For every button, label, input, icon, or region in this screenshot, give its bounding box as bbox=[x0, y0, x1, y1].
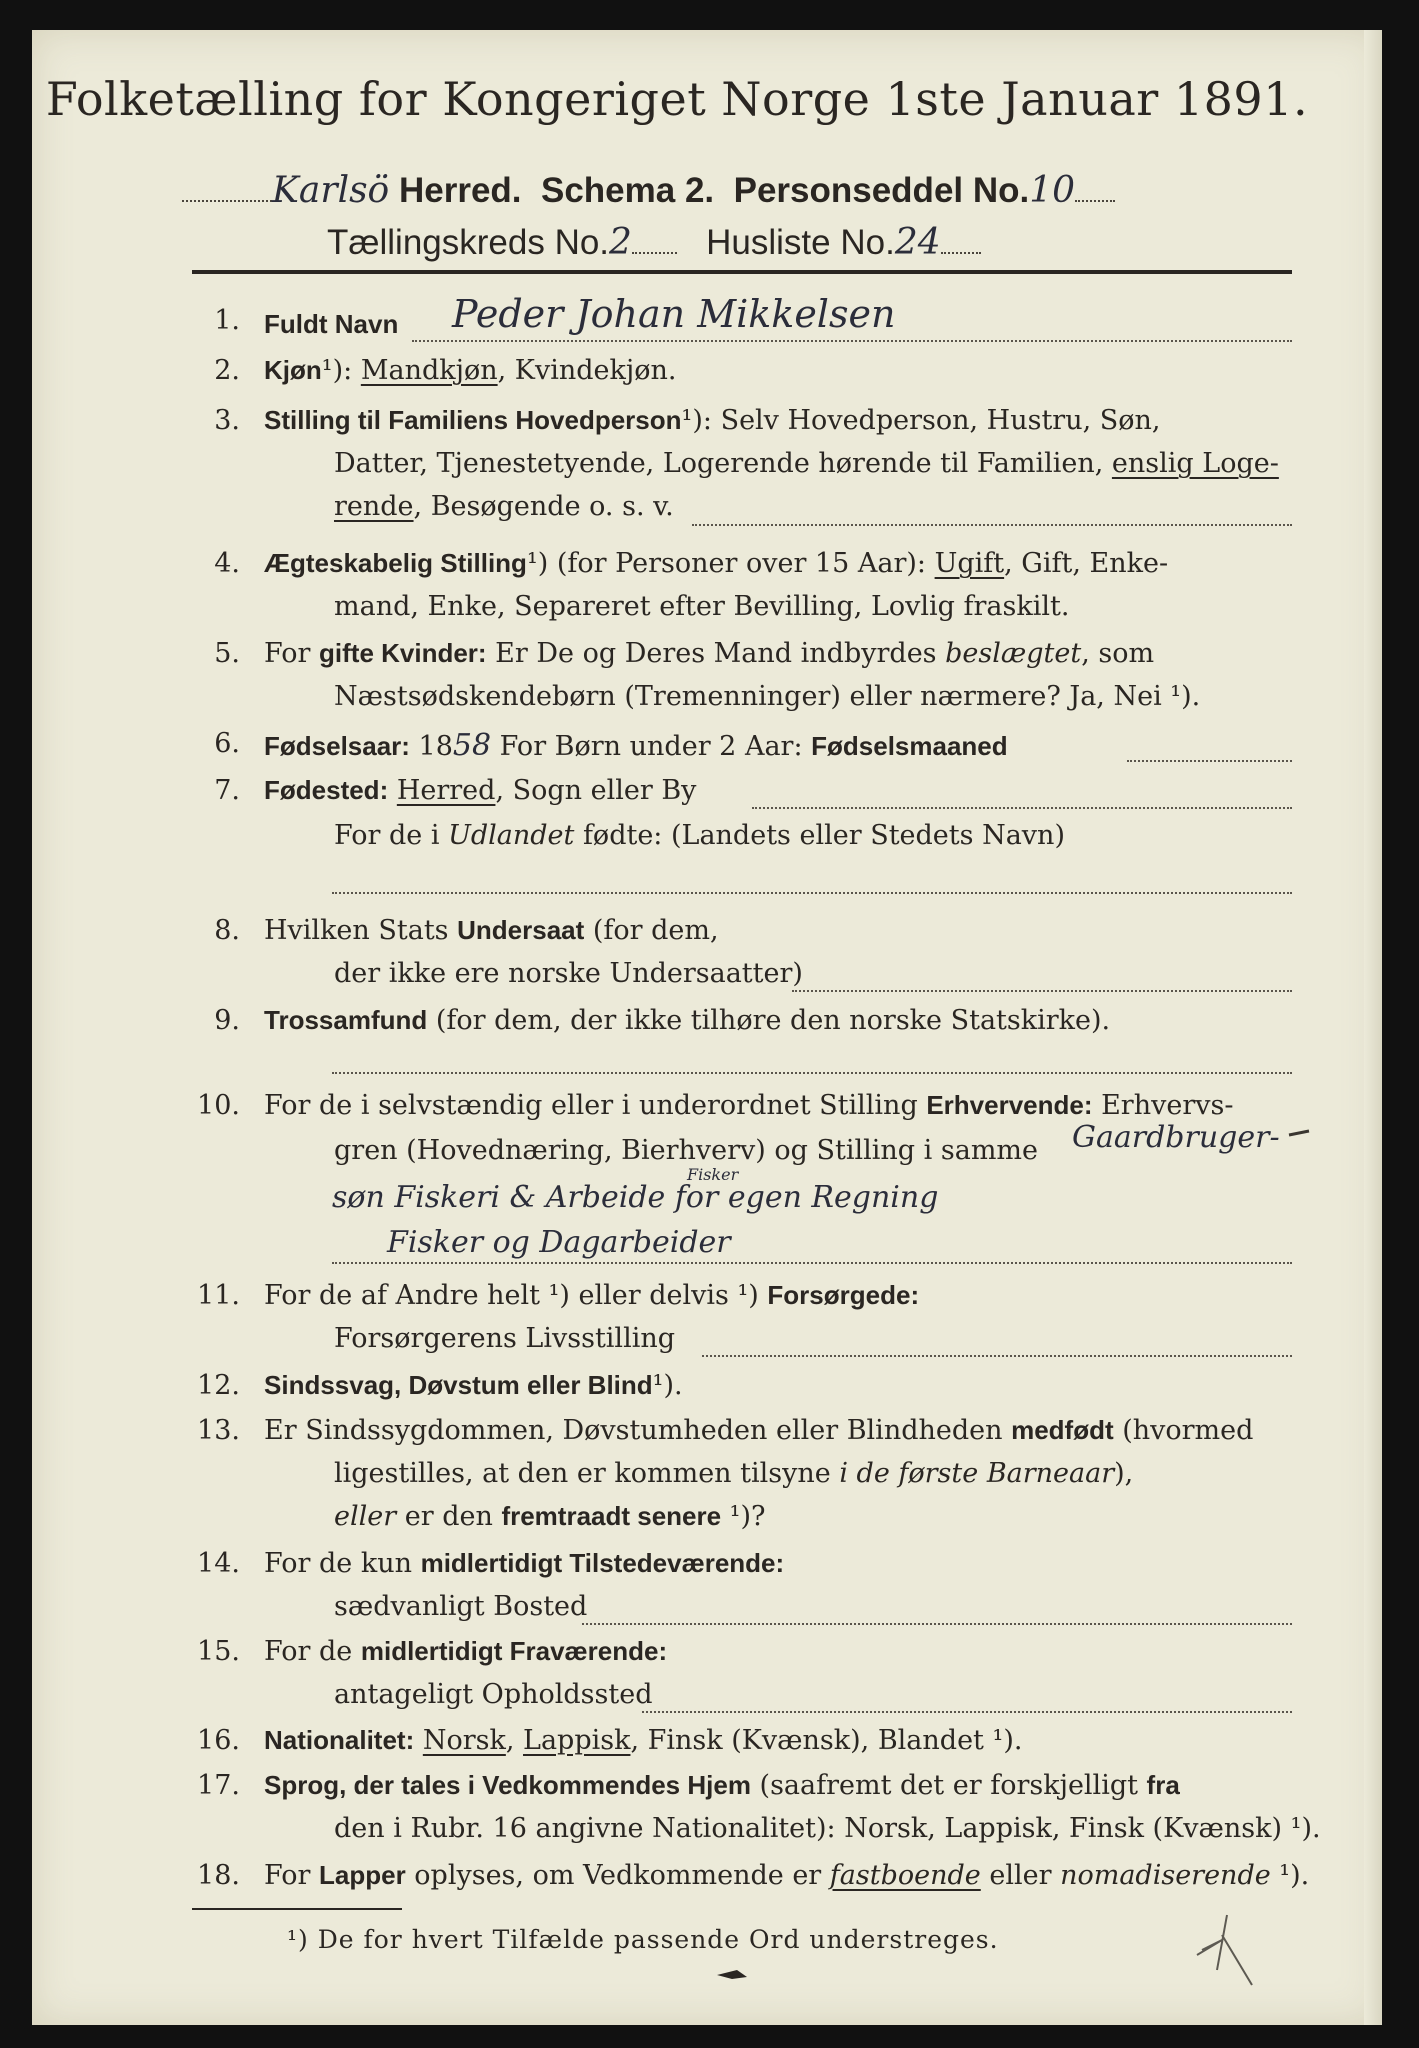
question-label: Sprog, der tales i Vedkommendes Hjem bbox=[264, 1770, 751, 1800]
question-text bbox=[334, 448, 1279, 479]
option-text: eller bbox=[980, 1860, 1061, 1891]
header-rule bbox=[192, 270, 1292, 274]
question-text bbox=[264, 915, 719, 946]
answer-full-name: Peder Johan Mikkelsen bbox=[452, 292, 896, 336]
option-text: , Besøgende o. s. v. bbox=[413, 491, 674, 522]
footnote-ref: ¹): bbox=[321, 355, 353, 386]
option-text: For de bbox=[264, 1636, 361, 1667]
question-text: sædvanligt Bosted bbox=[334, 1591, 588, 1622]
footnote-rule bbox=[192, 1908, 402, 1910]
option-text: (hvormed bbox=[1113, 1415, 1254, 1446]
personseddel-dots bbox=[1075, 200, 1115, 202]
option-text: , Finsk (Kvænsk), Blandet ¹). bbox=[630, 1725, 1023, 1756]
italic-text: Udlandet bbox=[448, 820, 575, 851]
kreds-label: Tællingskreds No. bbox=[327, 223, 610, 262]
question-label: Trossamfund bbox=[264, 1005, 428, 1035]
option-text: For de af Andre helt ¹) eller delvis ¹) bbox=[264, 1280, 768, 1311]
question-text: Næstsødskendebørn (Tremenninger) eller nærmere? Ja, Nei ¹). bbox=[334, 681, 1201, 712]
question-text bbox=[264, 775, 696, 806]
question-text: antageligt Opholdssted bbox=[334, 1679, 653, 1710]
personseddel-value: 10 bbox=[1029, 170, 1076, 211]
question-text: gren (Hovednæring, Bierhverv) og Stilling i samme bbox=[334, 1135, 1039, 1166]
option-text: oplyses, om Vedkommende er bbox=[405, 1860, 830, 1891]
question-label: fremtraadt senere bbox=[501, 1501, 722, 1531]
question-number: 3. bbox=[214, 405, 240, 436]
italic-text: nomadiserende bbox=[1060, 1860, 1271, 1891]
option-text: 18 bbox=[409, 731, 453, 762]
question-text: mand, Enke, Separeret efter Bevilling, Lovlig fraskilt. bbox=[334, 591, 1070, 622]
underlined-option: Herred bbox=[396, 775, 496, 806]
answer-occupation-line-2: søn Fiskeri & Arbeide for egen Regning bbox=[332, 1180, 939, 1215]
answer-leader bbox=[1127, 760, 1292, 762]
option-text: ¹)? bbox=[721, 1501, 766, 1532]
answer-leader bbox=[332, 1072, 1292, 1074]
option-text: ¹). bbox=[652, 1370, 683, 1401]
option-text: er den bbox=[396, 1501, 502, 1532]
footnote-ref: ¹) bbox=[526, 548, 549, 579]
underlined-option: Lappisk bbox=[523, 1725, 631, 1756]
question-text bbox=[334, 1501, 766, 1532]
question-text bbox=[264, 355, 676, 386]
question-label: Fødselsmaaned bbox=[811, 731, 1008, 761]
census-form-sheet bbox=[32, 30, 1382, 2025]
schema-label: Schema 2. bbox=[540, 171, 715, 210]
question-number: 16. bbox=[197, 1725, 240, 1756]
question-number: 1. bbox=[214, 305, 240, 336]
option-text: (saafremt det er forskjelligt bbox=[750, 1770, 1147, 1801]
question-label: Forsørgede: bbox=[767, 1280, 920, 1310]
question-text bbox=[264, 548, 1168, 579]
question-text bbox=[264, 1770, 1180, 1801]
question-label: Nationalitet: bbox=[264, 1725, 415, 1755]
underlined-option: rende bbox=[334, 491, 414, 522]
question-label: Stilling til Familiens Hovedperson bbox=[264, 405, 682, 435]
question-text bbox=[334, 491, 674, 522]
question-number: 6. bbox=[214, 728, 240, 759]
underlined-option: Norsk bbox=[422, 1725, 506, 1756]
pencil-dash-icon bbox=[1287, 1125, 1312, 1145]
option-text: For Børn under 2 Aar: bbox=[491, 731, 812, 762]
italic-text: eller bbox=[334, 1501, 397, 1532]
option-text: For bbox=[264, 638, 320, 669]
option-text: ligestilles, at den er kommen tilsyne bbox=[334, 1458, 840, 1489]
question-label: Ægteskabelig Stilling bbox=[264, 548, 527, 578]
question-label: midlertidigt Fraværende: bbox=[360, 1636, 668, 1666]
footnote: ¹) De for hvert Tilfælde passende Ord understreges. bbox=[287, 1925, 999, 1954]
question-number: 4. bbox=[214, 548, 240, 579]
option-text: , som bbox=[1081, 638, 1155, 669]
option-text: , Sogn eller By bbox=[495, 775, 697, 806]
question-text bbox=[264, 1415, 1253, 1446]
question-text bbox=[264, 405, 1161, 436]
answer-occupation-line-3: Fisker og Dagarbeider bbox=[387, 1225, 731, 1260]
question-number: 14. bbox=[197, 1548, 240, 1579]
answer-leader bbox=[642, 1711, 1292, 1713]
option-text: fødte: (Landets eller Stedets Navn) bbox=[574, 820, 1065, 851]
question-number: 8. bbox=[214, 915, 240, 946]
husliste-label: Husliste No. bbox=[706, 223, 895, 262]
kreds-value: 2 bbox=[609, 222, 632, 263]
question-text bbox=[264, 1548, 784, 1579]
answer-leader bbox=[412, 340, 1292, 342]
question-number: 9. bbox=[214, 1005, 240, 1036]
option-text: For de i bbox=[334, 820, 449, 851]
question-text bbox=[264, 1005, 1110, 1036]
option-text: Hvilken Stats bbox=[264, 915, 458, 946]
answer-occupation-line-1: Gaardbruger- bbox=[1072, 1120, 1280, 1155]
option-text: ), bbox=[1114, 1458, 1134, 1489]
option-text: , Kvindekjøn. bbox=[497, 355, 677, 386]
option-text: (for dem, der ikke tilhøre den norske Statskirke). bbox=[427, 1005, 1111, 1036]
question-text: der ikke ere norske Undersaatter) bbox=[334, 958, 803, 989]
option-text: , Gift, Enke- bbox=[1004, 548, 1169, 579]
answer-leader bbox=[752, 807, 1292, 809]
answer-occupation-insert: Fisker bbox=[687, 1165, 739, 1184]
question-text bbox=[264, 1636, 667, 1667]
italic-text: i de første Barneaar bbox=[839, 1458, 1115, 1489]
question-text bbox=[264, 1280, 919, 1311]
question-text bbox=[264, 1090, 1233, 1121]
question-label: Kjøn bbox=[264, 355, 322, 385]
underlined-option: Mandkjøn bbox=[360, 355, 498, 386]
question-label: Fødselsaar: bbox=[264, 731, 410, 761]
option-text: For de kun bbox=[264, 1548, 421, 1579]
option-text: Datter, Tjenestetyende, Logerende hørende til Familien, bbox=[334, 448, 1112, 479]
question-label: medfødt bbox=[1011, 1415, 1114, 1445]
option-text: For bbox=[264, 1860, 320, 1891]
form-title: Folketælling for Kongeriget Norge 1ste Januar 1891. bbox=[45, 72, 1309, 126]
husliste-dots bbox=[941, 252, 981, 254]
question-number: 17. bbox=[197, 1770, 240, 1801]
birth-year-answer: 58 bbox=[452, 728, 492, 763]
option-text: Erhvervs- bbox=[1092, 1090, 1234, 1121]
herred-label: Herred. bbox=[398, 171, 522, 210]
question-text bbox=[334, 820, 1065, 851]
question-label: Sindssvag, Døvstum eller Blind bbox=[264, 1370, 653, 1400]
question-text bbox=[264, 638, 1154, 669]
question-number: 7. bbox=[214, 775, 240, 806]
answer-leader bbox=[332, 1262, 1292, 1264]
herred-value: Karlsö bbox=[272, 170, 390, 211]
option-text: Selv Hovedperson, Hustru, Søn, bbox=[711, 405, 1161, 436]
question-label: fra bbox=[1146, 1770, 1180, 1800]
question-text bbox=[264, 1370, 683, 1401]
question-text: Nationalitet: Norsk, Lappisk, Finsk (Kvænsk), Blandet ¹). bbox=[264, 1725, 1023, 1756]
question-number: 12. bbox=[197, 1370, 240, 1401]
question-number: 18. bbox=[197, 1860, 240, 1891]
question-label: Fødested: bbox=[264, 775, 389, 805]
underlined-option: Ugift bbox=[934, 548, 1005, 579]
question-number: 13. bbox=[197, 1415, 240, 1446]
question-number: 2. bbox=[214, 355, 240, 386]
footnote-ref: ¹): bbox=[681, 405, 712, 436]
question-label: Erhvervende: bbox=[926, 1090, 1093, 1120]
option-text: Er De og Deres Mand indbyrdes bbox=[486, 638, 946, 669]
italic-text: beslægtet bbox=[945, 638, 1082, 669]
question-text: den i Rubr. 16 angivne Nationalitet): Norsk, Lappisk, Finsk (Kvænsk) ¹). bbox=[334, 1813, 1321, 1844]
ink-blot-icon bbox=[712, 1965, 752, 1985]
question-text: Forsørgerens Livsstilling bbox=[334, 1323, 676, 1354]
question-text bbox=[334, 1458, 1133, 1489]
answer-leader bbox=[702, 1355, 1292, 1357]
option-text: (for dem, bbox=[584, 915, 719, 946]
personseddel-label: Personseddel No. bbox=[733, 171, 1030, 210]
husliste-value: 24 bbox=[894, 222, 941, 263]
answer-leader bbox=[692, 524, 1292, 526]
question-number: 15. bbox=[197, 1636, 240, 1667]
question-label: Lapper bbox=[319, 1860, 406, 1890]
answer-leader bbox=[332, 892, 1292, 894]
option-text: (for Personer over 15 Aar): bbox=[548, 548, 935, 579]
answer-leader bbox=[792, 990, 1292, 992]
question-text bbox=[264, 728, 1008, 763]
question-text bbox=[264, 1860, 1309, 1891]
answer-leader bbox=[582, 1623, 1292, 1625]
kreds-line bbox=[327, 222, 981, 263]
herred-line bbox=[182, 170, 1115, 211]
sheet-edge-shadow bbox=[1364, 30, 1382, 2025]
underlined-option: fastboende bbox=[829, 1860, 981, 1891]
question-number: 10. bbox=[197, 1090, 240, 1121]
option-text: ¹). bbox=[1270, 1860, 1310, 1891]
question-label: midlertidigt Tilstedeværende: bbox=[420, 1548, 785, 1578]
question-number: 5. bbox=[214, 638, 240, 669]
question-label: gifte Kvinder: bbox=[319, 638, 487, 668]
underlined-option: enslig Loge- bbox=[1111, 448, 1279, 479]
question-label: Undersaat bbox=[457, 915, 585, 945]
option-text: Er Sindssygdommen, Døvstumheden eller Blindheden bbox=[264, 1415, 1012, 1446]
herred-dots bbox=[182, 200, 272, 202]
question-label: Fuldt Navn bbox=[264, 309, 399, 339]
pencil-mark-icon bbox=[1192, 1910, 1272, 1990]
option-text: For de i selvstændig eller i underordnet Stilling bbox=[264, 1090, 927, 1121]
kreds-dots bbox=[632, 252, 677, 254]
question-number: 11. bbox=[197, 1280, 240, 1311]
